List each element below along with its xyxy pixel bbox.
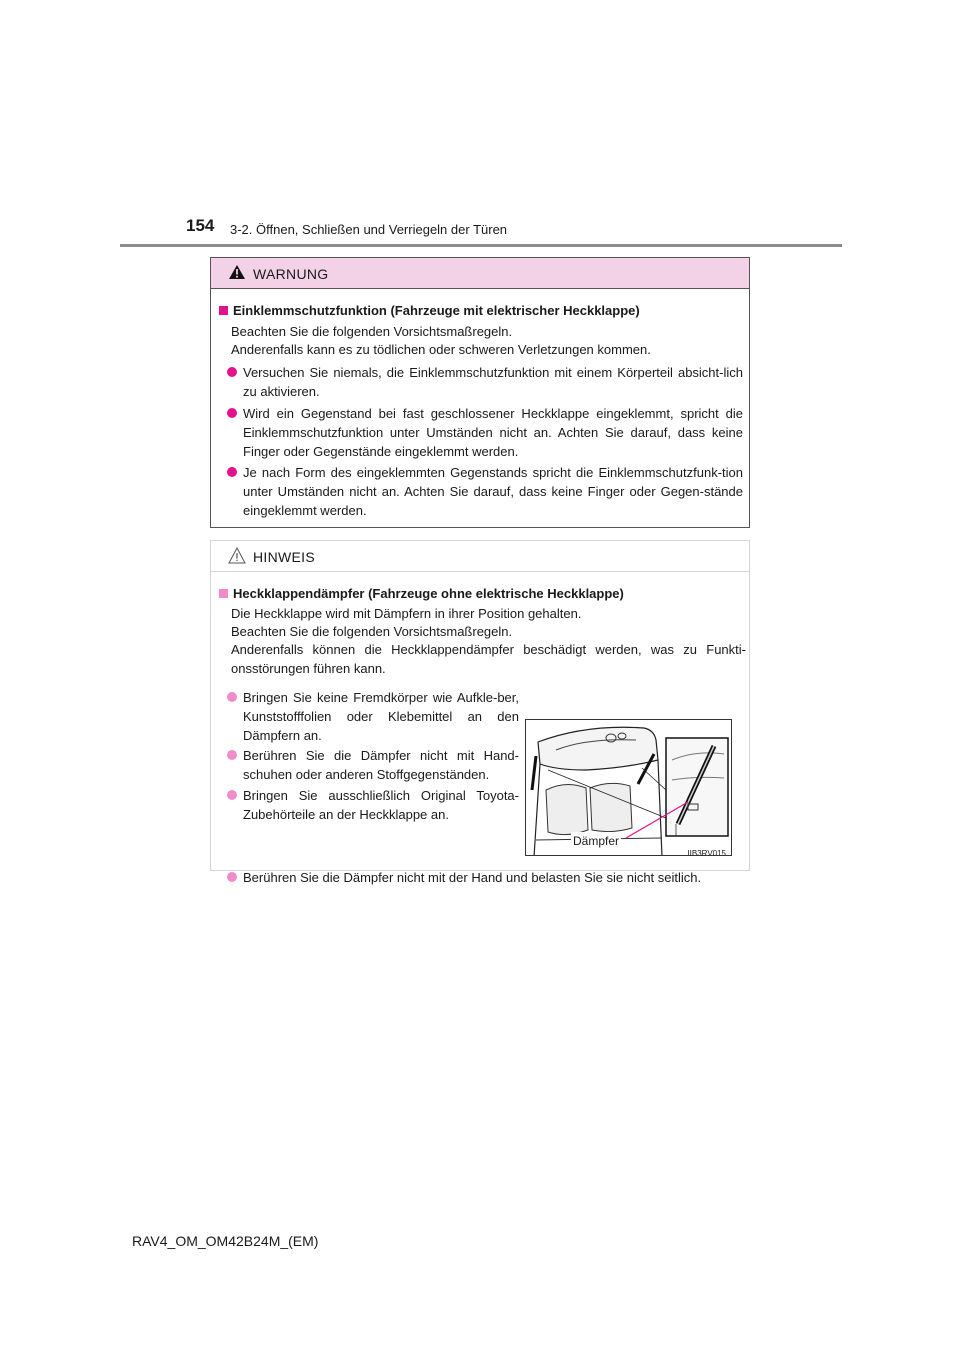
footer-doc-code: RAV4_OM_OM42B24M_(EM) bbox=[132, 1233, 319, 1249]
round-bullet-icon bbox=[227, 408, 237, 418]
warning-bullet: Je nach Form des eingeklemmten Gegenstands spricht die Einklemmschutzfunk-tion unter Umständen nicht an. Achten Sie darauf, dass keine Finger oder Gegen-stände eingeklemmt werden. bbox=[227, 463, 743, 520]
tailgate-damper-drawing bbox=[526, 720, 732, 856]
figure-code: IIB3RV015 bbox=[687, 849, 726, 856]
round-bullet-icon bbox=[227, 467, 237, 477]
round-bullet-icon bbox=[227, 367, 237, 377]
hinweis-intro-2: Beachten Sie die folgenden Vorsichtsmaßregeln. bbox=[231, 624, 513, 639]
hinweis-bullet: Berühren Sie die Dämpfer nicht mit Hand-schuhen oder anderen Stoffgegenständen. bbox=[227, 746, 519, 784]
warning-header bbox=[211, 258, 749, 289]
round-bullet-icon bbox=[227, 750, 237, 760]
hinweis-title: HINWEIS bbox=[253, 549, 315, 565]
warning-heading: Einklemmschutzfunktion (Fahrzeuge mit elektrischer Heckklappe) bbox=[219, 301, 640, 320]
warning-intro-2: Anderenfalls kann es zu tödlichen oder schweren Verletzungen kommen. bbox=[231, 342, 651, 357]
figure-label-daempfer: Dämpfer bbox=[571, 832, 621, 851]
hinweis-bullet: Bringen Sie ausschließlich Original Toyota-Zubehörteile an der Heckklappe an. bbox=[227, 786, 519, 824]
hinweis-box bbox=[210, 540, 750, 885]
round-bullet-icon bbox=[227, 692, 237, 702]
warning-intro-1: Beachten Sie die folgenden Vorsichtsmaßregeln. bbox=[231, 324, 513, 339]
hinweis-heading: Heckklappendämpfer (Fahrzeuge ohne elektrische Heckklappe) bbox=[219, 584, 624, 603]
section-title: 3-2. Öffnen, Schließen und Verriegeln der Türen bbox=[230, 222, 508, 237]
warning-bullet: Wird ein Gegenstand bei fast geschlossener Heckklappe eingeklemmt, spricht die Einklemmschutzfunktion unter Umständen nicht an. Achten Sie darauf, dass keine Finger oder Gegenstände eingeklemmt werden. bbox=[227, 404, 743, 461]
hinweis-bullet: Bringen Sie keine Fremdkörper wie Aufkle-ber, Kunststofffolien oder Klebemittel an den Dämpfern an. bbox=[227, 688, 519, 745]
square-bullet-icon bbox=[219, 306, 228, 315]
header-rule bbox=[120, 244, 842, 247]
page-number: 154 bbox=[186, 216, 215, 235]
square-bullet-icon bbox=[219, 589, 228, 598]
warning-title: WARNUNG bbox=[253, 266, 329, 282]
tailgate-damper-illustration bbox=[525, 719, 732, 856]
round-bullet-icon bbox=[227, 790, 237, 800]
hinweis-header bbox=[211, 541, 749, 572]
hinweis-intro-1: Die Heckklappe wird mit Dämpfern in ihrer Position gehalten. bbox=[231, 606, 582, 621]
hinweis-bullet: Berühren Sie die Dämpfer nicht mit der Hand und belasten Sie sie nicht seitlich. bbox=[227, 868, 743, 887]
warning-triangle-icon bbox=[228, 264, 246, 280]
caution-triangle-icon bbox=[228, 547, 246, 564]
warning-box bbox=[210, 257, 750, 528]
warning-bullet: Versuchen Sie niemals, die Einklemmschutzfunktion mit einem Körperteil absicht-lich zu aktivieren. bbox=[227, 363, 743, 401]
hinweis-intro-3: Anderenfalls können die Heckklappendämpfer beschädigt werden, was zu Funkti-onsstörungen führen kann. bbox=[231, 642, 746, 676]
round-bullet-icon bbox=[227, 872, 237, 882]
